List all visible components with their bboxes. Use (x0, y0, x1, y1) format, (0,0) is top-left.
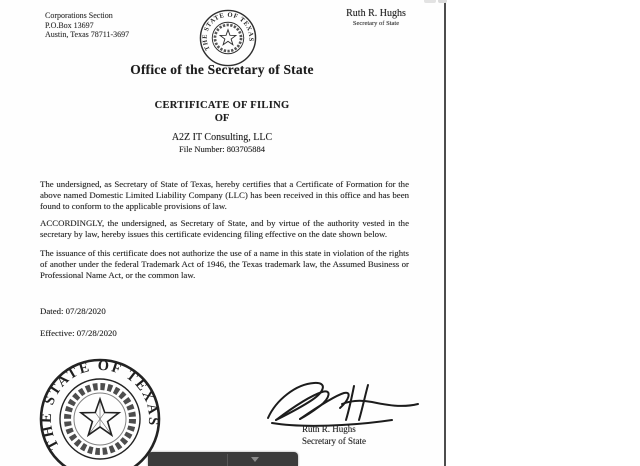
floating-toolbar[interactable] (148, 452, 298, 466)
seal-top-ring-text: THE STATE OF TEXAS (201, 11, 255, 52)
officer-header-block (341, 8, 411, 27)
file-number: File Number: 803705884 (179, 144, 265, 154)
return-address-line2: P.O.Box 13697 (45, 20, 94, 30)
certificate-heading: CERTIFICATE OF FILING (154, 100, 290, 111)
chevron-down-icon[interactable] (251, 457, 259, 462)
return-address-line3: Austin, Texas 78711-3697 (45, 30, 130, 39)
body-paragraph-1: The undersigned, as Secretary of State of Texas, hereby certifies that a Certificate of Formation for the above named Domestic Limited Liability Company (LLC) has been received in this office and has been found to conform to the applicable provisions of law. (40, 179, 409, 211)
signer-title: Secretary of State (302, 436, 366, 446)
page-edge-border (444, 0, 446, 466)
signer-name: Ruth R. Hughs (302, 424, 356, 434)
body-paragraph-3: The issuance of this certificate does not authorize the use of a name in this state in violation of the rights of another under the federal Trademark Act of 1946, the Texas trademark law, the Assumed Business or Professional Name Act, or the common law. (40, 248, 409, 280)
office-title: Office of the Secretary of State (130, 62, 314, 77)
body-paragraph-2: ACCORDINGLY, the undersigned, as Secretary of State, and by virtue of the authority vested in the secretary by law, hereby issues this certificate evidencing filing effective on the date shown below. (40, 218, 409, 239)
certificate-of-word: OF (214, 113, 230, 124)
entity-name: A2Z IT Consulting, LLC (171, 132, 273, 143)
cropped-ui-fragment (438, 0, 447, 3)
texas-state-seal-small-icon (199, 9, 257, 67)
signature-scribble (262, 378, 427, 430)
return-address (45, 11, 129, 40)
toolbar-divider (227, 454, 228, 466)
officer-name: Ruth R. Hughs (346, 8, 406, 19)
officer-title: Secretary of State (352, 20, 400, 27)
texas-state-seal-large-icon (38, 357, 162, 466)
return-address-line1: Corporations Section (45, 11, 113, 20)
signer-block (302, 424, 366, 446)
effective-line: Effective: 07/28/2020 (40, 328, 117, 338)
dated-line: Dated: 07/28/2020 (40, 306, 106, 316)
cropped-ui-fragment (424, 0, 436, 3)
seal-bottom-ring-text: THE STATE OF TEXAS (38, 357, 162, 453)
